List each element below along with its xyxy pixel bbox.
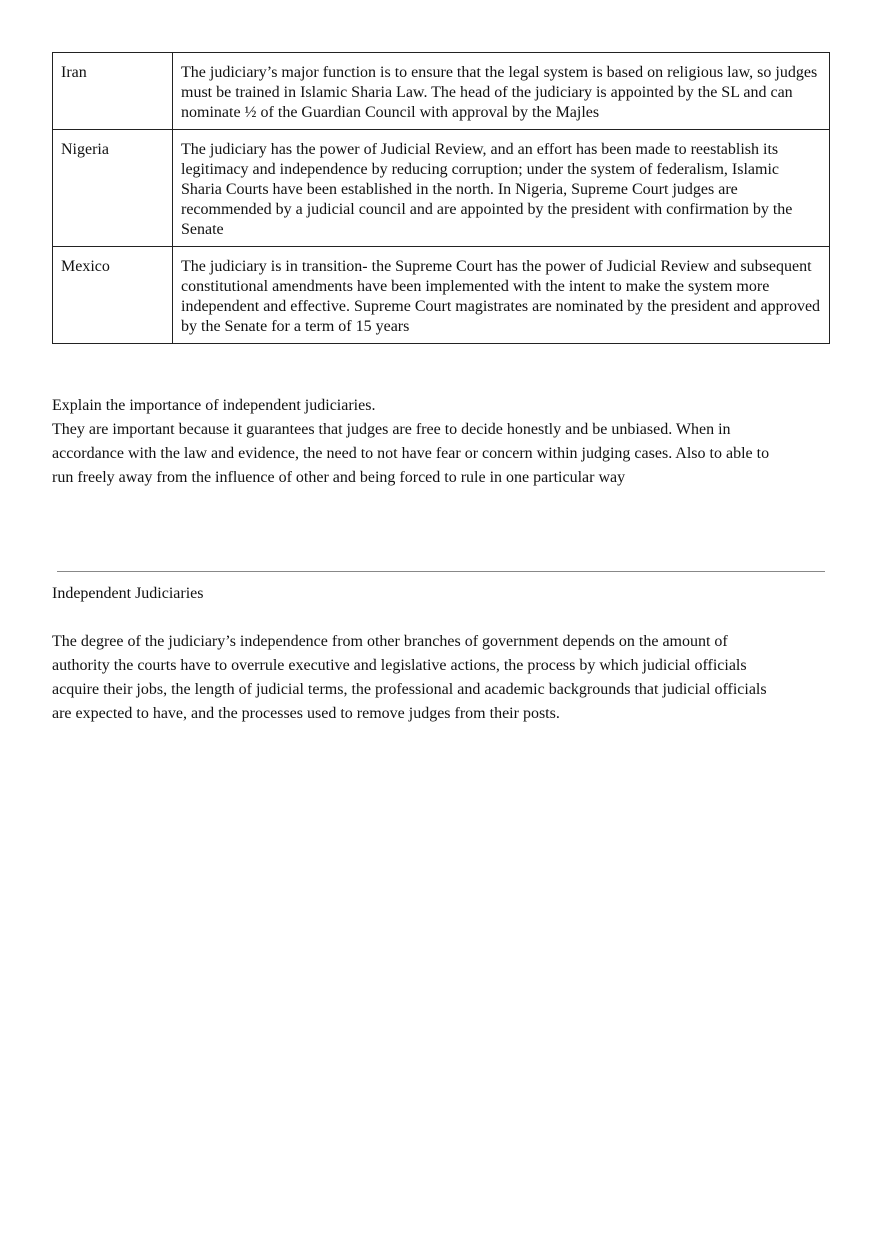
description-cell: The judiciary has the power of Judicial Review, and an effort has been made to reestablish its legitimacy and independence by reducing corruption; under the system of federalism, Islamic Sharia Courts have been established in the north. In Nigeria, Supreme Court judges are recommended by a judicial council and are appointed by the president with confirmation by the Senate [173,130,830,247]
table-row [53,53,830,130]
independent-judiciaries-section [52,582,772,726]
section-body: The degree of the judiciary’s independence from other branches of government depends on the amount of authority the courts have to overrule executive and legislative actions, the process by which judicial officials acquire their jobs, the length of judicial terms, the professional and academic backgrounds that judicial officials are expected to have, and the processes used to remove judges from their posts. [52,633,767,722]
horizontal-divider [57,571,825,572]
table-row [53,130,830,247]
judiciary-comparison-table [52,52,830,344]
question-answer: They are important because it guarantees that judges are free to decide honestly and be unbiased. When in accordance with the law and evidence, the need to not have fear or concern within judging cases. Also to able to run freely away from the influence of other and being forced to rule in one particular way [52,421,770,486]
country-cell: Iran [53,53,173,130]
description-cell: The judiciary is in transition- the Supreme Court has the power of Judicial Review and subsequent constitutional amendments have been implemented with the intent to make the system more independent and effective. Supreme Court magistrates are nominated by the president and approved by the Senate for a term of 15 years [173,247,830,344]
description-cell: The judiciary’s major function is to ensure that the legal system is based on religious law, so judges must be trained in Islamic Sharia Law. The head of the judiciary is appointed by the SL and can nominate ½ of the Guardian Council with approval by the Majles [173,53,830,130]
country-cell: Nigeria [53,130,173,247]
question-block [52,394,772,490]
country-cell: Mexico [53,247,173,344]
question-prompt: Explain the importance of independent judiciaries. [52,397,376,414]
section-title: Independent Judiciaries [52,585,204,602]
table-row [53,247,830,344]
